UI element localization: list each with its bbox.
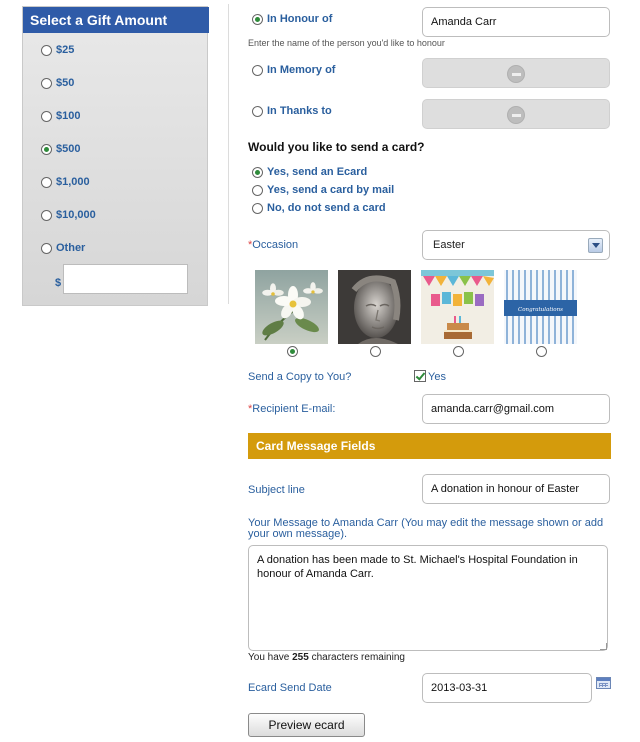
vertical-divider xyxy=(228,4,229,304)
card-message-section-header: Card Message Fields xyxy=(248,433,611,459)
checkbox-icon[interactable] xyxy=(414,370,426,382)
memory-name-input xyxy=(422,58,610,88)
radio-icon[interactable] xyxy=(252,167,263,178)
party-cake-image xyxy=(421,270,494,344)
gift-option-1000[interactable] xyxy=(41,174,90,190)
card-design-radio-4[interactable] xyxy=(536,346,547,357)
card-design-statue[interactable] xyxy=(338,270,411,344)
flowers-image xyxy=(255,270,328,344)
calendar-icon[interactable] xyxy=(596,677,611,689)
radio-icon[interactable] xyxy=(252,65,263,76)
in-honour-option[interactable] xyxy=(252,13,332,25)
gift-option-label: Other xyxy=(56,242,86,254)
gift-option-50[interactable] xyxy=(41,75,74,91)
currency-symbol: $ xyxy=(55,277,62,289)
gift-option-label: $500 xyxy=(56,143,81,155)
send-date-label: Ecard Send Date xyxy=(248,682,332,694)
gift-option-label: $10,000 xyxy=(56,209,96,221)
recipient-email-label xyxy=(248,403,335,415)
occasion-label xyxy=(248,239,298,251)
card-option-label: Yes, send an Ecard xyxy=(267,166,368,178)
radio-icon[interactable] xyxy=(41,45,52,56)
required-star: * xyxy=(248,403,253,415)
other-amount-input[interactable] xyxy=(63,264,188,294)
congratulations-card-text: Congratulations xyxy=(518,307,563,313)
card-option-label: Yes, send a card by mail xyxy=(267,184,395,196)
characters-remaining xyxy=(248,652,405,663)
thanks-name-input xyxy=(422,99,610,129)
subject-line-label: Subject line xyxy=(248,484,305,496)
card-option-ecard[interactable] xyxy=(252,166,367,178)
send-copy-label: Send a Copy to You? xyxy=(248,371,352,383)
in-memory-label: In Memory of xyxy=(267,64,336,76)
gift-option-label: $50 xyxy=(56,77,75,89)
card-option-none[interactable] xyxy=(252,202,386,214)
radio-icon[interactable] xyxy=(252,185,263,196)
card-question: Would you like to send a card? xyxy=(248,140,425,154)
gift-panel-title: Select a Gift Amount xyxy=(23,7,209,33)
in-honour-label: In Honour of xyxy=(267,13,333,25)
radio-icon[interactable] xyxy=(41,78,52,89)
honour-hint: Enter the name of the person you'd like to honour xyxy=(248,38,445,48)
subject-line-input[interactable] xyxy=(422,474,610,504)
card-design-white-flowers[interactable] xyxy=(255,270,328,344)
honour-name-input[interactable] xyxy=(422,7,610,37)
in-thanks-label: In Thanks to xyxy=(267,105,332,117)
card-design-radio-2[interactable] xyxy=(370,346,381,357)
radio-icon[interactable] xyxy=(41,210,52,221)
message-textarea[interactable] xyxy=(248,545,608,651)
preview-ecard-button[interactable]: Preview ecard xyxy=(248,713,365,737)
chars-suffix: characters remaining xyxy=(311,652,405,663)
in-thanks-option[interactable] xyxy=(252,105,332,117)
radio-icon[interactable] xyxy=(252,203,263,214)
gift-option-label: $100 xyxy=(56,110,81,122)
send-date-input[interactable] xyxy=(422,673,592,703)
congratulations-image xyxy=(504,270,577,344)
card-design-congratulations[interactable] xyxy=(504,270,577,344)
card-design-radio-1[interactable] xyxy=(287,346,298,357)
chars-count: 255 xyxy=(292,652,309,663)
gift-amount-panel xyxy=(22,6,208,306)
radio-icon[interactable] xyxy=(41,111,52,122)
gift-option-other[interactable] xyxy=(41,240,85,256)
in-memory-option[interactable] xyxy=(252,64,335,76)
resize-grip-icon[interactable] xyxy=(600,643,607,650)
chars-prefix: You have xyxy=(248,652,290,663)
radio-icon[interactable] xyxy=(41,177,52,188)
recipient-email-input[interactable] xyxy=(422,394,610,424)
gift-option-100[interactable] xyxy=(41,108,80,124)
dropdown-arrow-icon[interactable] xyxy=(588,238,603,253)
occasion-value: Easter xyxy=(433,239,465,251)
minus-circle-icon xyxy=(507,65,525,83)
required-star: * xyxy=(248,239,253,251)
statue-image xyxy=(338,270,411,344)
gift-option-label: $25 xyxy=(56,44,75,56)
radio-icon[interactable] xyxy=(252,14,263,25)
gift-option-500[interactable] xyxy=(41,141,80,157)
card-option-label: No, do not send a card xyxy=(267,202,386,214)
occasion-label-text: Occasion xyxy=(252,239,299,251)
card-design-party-cake[interactable] xyxy=(421,270,494,344)
recipient-email-label-text: Recipient E-mail: xyxy=(252,403,336,415)
send-copy-yes-label: Yes xyxy=(428,371,446,383)
occasion-select[interactable] xyxy=(422,230,610,260)
card-design-radio-3[interactable] xyxy=(453,346,464,357)
radio-icon[interactable] xyxy=(252,106,263,117)
gift-option-25[interactable] xyxy=(41,42,74,58)
gift-option-10000[interactable] xyxy=(41,207,96,223)
gift-option-label: $1,000 xyxy=(56,176,90,188)
radio-icon[interactable] xyxy=(41,243,52,254)
your-message-label: Your Message to Amanda Carr (You may edit the message shown or add your own message). xyxy=(248,517,604,540)
card-option-mail[interactable] xyxy=(252,184,394,196)
minus-circle-icon xyxy=(507,106,525,124)
radio-icon[interactable] xyxy=(41,144,52,155)
